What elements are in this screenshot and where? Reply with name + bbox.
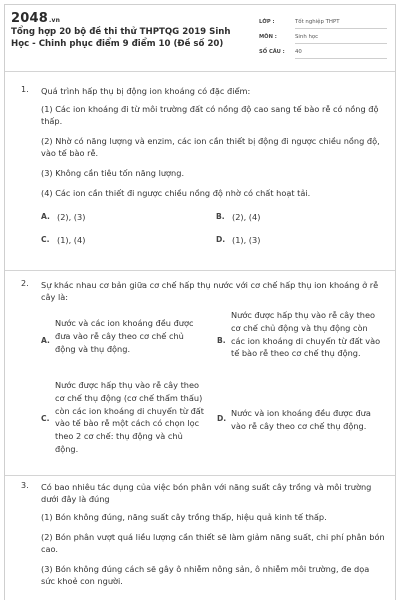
statement: (4) Các ion cần thiết đi ngược chiều nồng độ nhờ có chất hoạt tải. <box>41 188 311 198</box>
meta-key: LỚP : <box>259 19 275 25</box>
option-c[interactable] <box>41 234 211 248</box>
statement: (2) Bón phân vượt quá liều lượng cần thiết sẽ làm giảm năng suất, chi phí phân bón cao. <box>41 532 385 554</box>
question-number: 1. <box>21 85 29 94</box>
option-b[interactable] <box>217 309 389 375</box>
option-text: (2), (3) <box>57 212 86 222</box>
statement: (1) Các ion khoáng đi từ môi trường đất có nồng độ cao sang tế bào rễ có nồng độ thấp. <box>41 104 379 126</box>
worksheet-page <box>4 4 396 600</box>
statement: (3) Không cần tiêu tốn năng lượng. <box>41 168 185 178</box>
option-a[interactable] <box>41 211 211 225</box>
meta-row-question-count <box>259 47 387 61</box>
option-text: Nước được hấp thụ vào rễ cây theo cơ chế thụ động (cơ chế thẩm thấu) còn các ion khoáng di chuyển từ đất vào tế bào rễ một cách có chọn lọc theo 2 cơ chế: thụ động và chủ động. <box>55 380 205 454</box>
divider <box>5 71 396 72</box>
option-c[interactable] <box>41 379 213 459</box>
option-d[interactable] <box>216 234 386 248</box>
question-text: Sự khác nhau cơ bản giữa cơ chế hấp thụ nước với cơ chế hấp thụ ion khoáng ở rễ cây là: <box>41 280 379 302</box>
site-logo[interactable] <box>11 11 60 26</box>
option-text: (1), (4) <box>57 235 86 245</box>
document-header <box>11 11 389 65</box>
question-text: Quá trình hấp thụ bị động ion khoáng có đặc điểm: <box>41 86 251 96</box>
question-text: Có bao nhiêu tác dụng của việc bón phân với năng suất cây trồng và môi trường dưới đây là đúng <box>41 482 372 504</box>
option-text: (2), (4) <box>232 212 261 222</box>
meta-value: 40 <box>295 47 387 59</box>
meta-key: MÔN : <box>259 34 277 40</box>
divider <box>5 475 396 476</box>
logo-text: 2048 <box>11 11 48 26</box>
statement: (3) Bón không đúng cách sẽ gây ô nhiễm nông sản, ô nhiễm môi trường, đe dọa sức khoẻ con người. <box>41 564 370 586</box>
option-label: A. <box>41 336 50 345</box>
option-label: A. <box>41 212 50 221</box>
answer-options <box>41 309 385 459</box>
question-body <box>41 279 385 459</box>
option-text: (1), (3) <box>232 235 261 245</box>
option-a[interactable] <box>41 317 213 369</box>
option-label: B. <box>217 336 226 345</box>
meta-row-subject <box>259 32 387 46</box>
meta-row-class <box>259 17 387 31</box>
meta-value: Tốt nghiệp THPT <box>295 17 387 29</box>
question-number: 2. <box>21 279 29 288</box>
question-3 <box>11 481 391 600</box>
meta-key: SỐ CÂU : <box>259 49 285 55</box>
option-text: Nước và ion khoáng đều được đưa vào rễ cây theo cơ chế thụ động. <box>231 408 371 431</box>
answer-options <box>41 207 385 245</box>
option-d[interactable] <box>217 407 389 437</box>
option-text: Nước và các ion khoáng đều được đưa vào rễ cây theo cơ chế chủ động và thụ động. <box>55 318 194 354</box>
question-2 <box>11 279 391 475</box>
document-meta <box>259 17 387 62</box>
option-label: C. <box>41 235 50 244</box>
question-body <box>41 481 385 595</box>
meta-value: Sinh học <box>295 32 387 44</box>
option-label: D. <box>217 414 227 423</box>
option-label: C. <box>41 414 50 423</box>
document-title: Tổng hợp 20 bộ đề thi thử THPTQG 2019 Sinh Học - Chinh phục điểm 9 điểm 10 (Đề số 20) <box>11 27 231 49</box>
question-number: 3. <box>21 481 29 490</box>
question-1 <box>11 85 391 265</box>
statement: (1) Bón không đúng, năng suất cây trồng thấp, hiệu quả kinh tế thấp. <box>41 512 327 522</box>
logo-suffix: .vn <box>48 17 61 24</box>
question-body <box>41 85 385 245</box>
divider <box>5 270 396 271</box>
option-label: B. <box>216 212 225 221</box>
option-text: Nước được hấp thụ vào rễ cây theo cơ chế chủ động và thụ động còn các ion khoáng di chuyển từ đất vào tế bào rễ theo cơ chế thụ động. <box>231 310 381 359</box>
option-b[interactable] <box>216 211 386 225</box>
option-label: D. <box>216 235 226 244</box>
statement: (2) Nhờ có năng lượng và enzim, các ion cần thiết bị động đi ngược chiều nồng độ, vào tế bào rễ. <box>41 136 380 158</box>
